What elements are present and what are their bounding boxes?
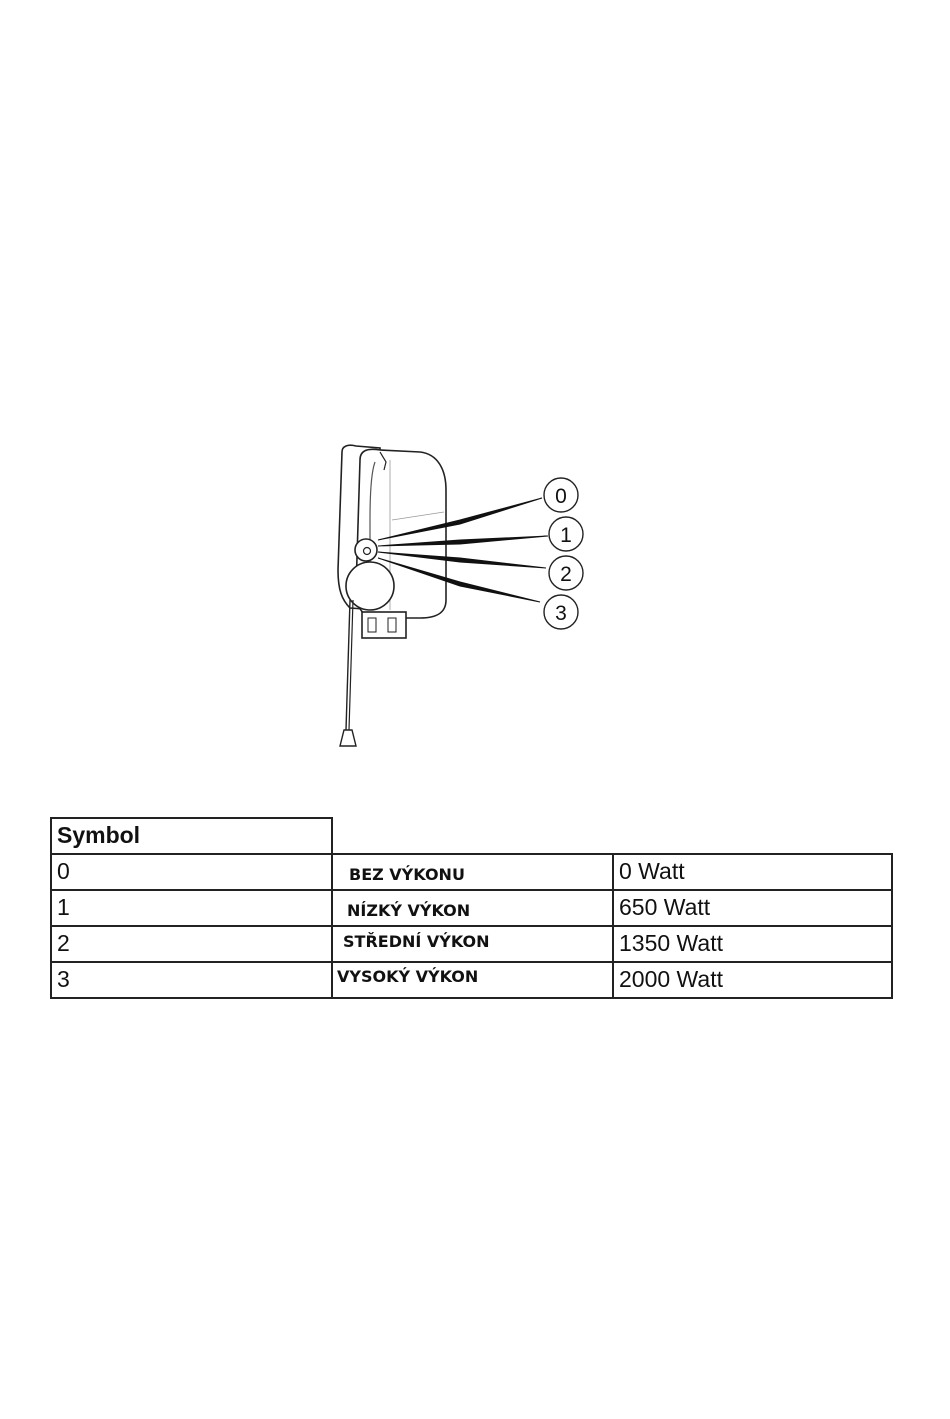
table-cell-power: 1350 Watt — [612, 925, 893, 963]
bottom-plug — [362, 612, 406, 638]
callout-label: 0 — [555, 485, 567, 508]
table-cell-symbol: 1 — [50, 889, 333, 927]
callout-label: 1 — [560, 524, 572, 547]
callout-label: 2 — [560, 563, 572, 586]
heater-diagram — [320, 440, 600, 760]
table-cell-mode — [331, 889, 614, 927]
mode-label: STŘEDNÍ VÝKON — [343, 932, 490, 951]
callout-1 — [549, 517, 583, 551]
callout-3 — [544, 595, 578, 629]
mode-label: BEZ VÝKONU — [349, 865, 465, 884]
table-cell-mode — [331, 961, 614, 999]
table-cell-mode — [331, 925, 614, 963]
mode-label: NÍZKÝ VÝKON — [347, 901, 471, 920]
mode-label: VYSOKÝ VÝKON — [337, 967, 479, 986]
table-cell-power: 650 Watt — [612, 889, 893, 927]
heater-illustration — [320, 440, 600, 760]
power-settings-table — [50, 817, 893, 999]
switch-knob — [355, 539, 377, 561]
cord-handle — [340, 730, 356, 746]
table-cell-symbol: 2 — [50, 925, 333, 963]
table-cell-symbol: 3 — [50, 961, 333, 999]
callout-2 — [549, 556, 583, 590]
table-header-symbol: Symbol — [50, 817, 333, 855]
callout-label: 3 — [555, 602, 567, 625]
table-cell-symbol: 0 — [50, 853, 333, 891]
callout-0 — [544, 478, 578, 512]
table-cell-power: 2000 Watt — [612, 961, 893, 999]
table-cell-power: 0 Watt — [612, 853, 893, 891]
table-cell-mode — [331, 853, 614, 891]
